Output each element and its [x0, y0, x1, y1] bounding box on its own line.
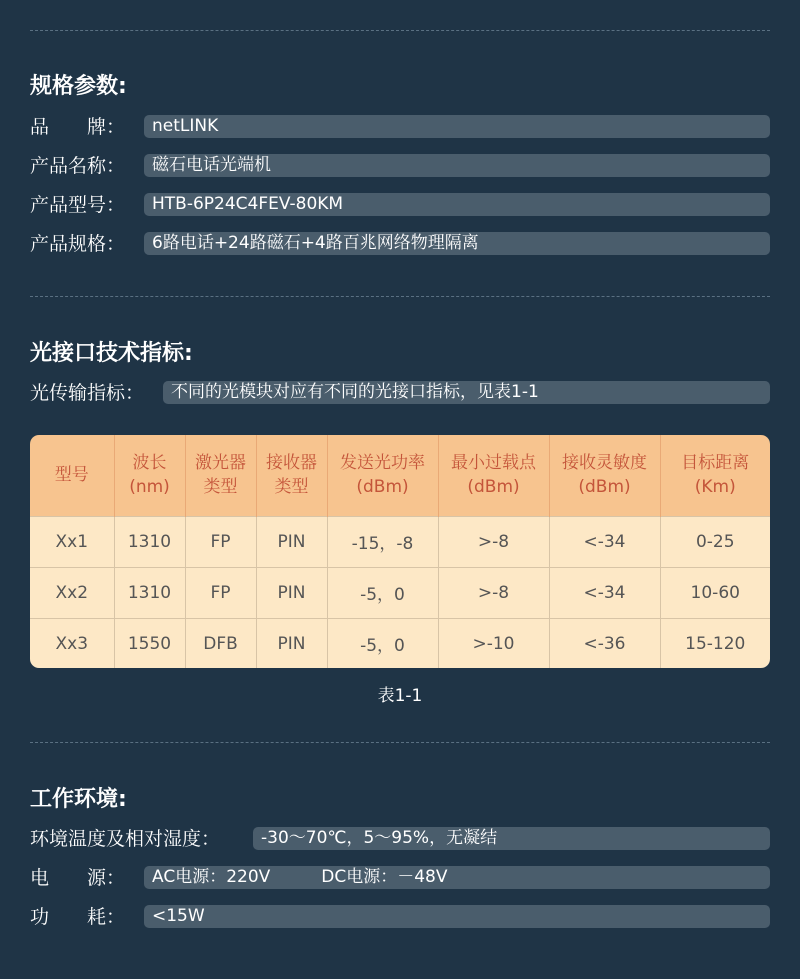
- spec-value: HTB-6P24C4FEV-80KM: [144, 193, 770, 216]
- table-cell: Xx3: [30, 618, 114, 668]
- table-cell: >-8: [438, 516, 549, 567]
- table-header-cell: 发送光功率 (dBm): [327, 435, 438, 516]
- env-row-power: [30, 866, 770, 890]
- env-label: 电 源：: [30, 867, 126, 889]
- table-cell: PIN: [256, 516, 327, 567]
- environment-section-title: 工作环境:: [30, 787, 127, 812]
- optical-row: [30, 381, 770, 405]
- table-cell: -15，-8: [327, 516, 438, 567]
- table-cell: >-8: [438, 567, 549, 618]
- table-header-row: [30, 435, 770, 516]
- table-cell: 1550: [114, 618, 185, 668]
- table-caption: 表1-1: [377, 686, 423, 706]
- spec-value: 磁石电话光端机: [144, 154, 770, 177]
- divider-1: [30, 296, 770, 297]
- spec-row-spec: [30, 232, 770, 256]
- table-header-cell: 接收器 类型: [256, 435, 327, 516]
- env-row-temperature: [30, 827, 770, 851]
- env-label: 功 耗：: [30, 906, 126, 928]
- spec-label: 品 牌：: [30, 116, 126, 138]
- spec-label: 产品名称：: [30, 155, 126, 177]
- spec-value: netLINK: [144, 115, 770, 138]
- table-header-cell: 接收灵敏度 (dBm): [549, 435, 660, 516]
- optical-table: [30, 435, 770, 668]
- table-header-cell: 波长 (nm): [114, 435, 185, 516]
- table-cell: 0-25: [660, 516, 770, 567]
- table-cell: <-36: [549, 618, 660, 668]
- spec-label: 产品规格：: [30, 233, 126, 255]
- optical-value: 不同的光模块对应有不同的光接口指标，见表1-1: [163, 381, 770, 404]
- table-cell: Xx2: [30, 567, 114, 618]
- table-cell: DFB: [185, 618, 256, 668]
- env-value: <15W: [144, 905, 770, 928]
- table-cell: FP: [185, 567, 256, 618]
- spec-value: 6路电话+24路磁石+4路百兆网络物理隔离: [144, 232, 770, 255]
- table-row: [30, 516, 770, 567]
- table-cell: 1310: [114, 516, 185, 567]
- divider-top: [30, 30, 770, 31]
- env-value: -30～70℃，5～95%，无凝结: [253, 827, 770, 850]
- table-header-cell: 型号: [30, 435, 114, 516]
- table-header-cell: 目标距离 (Km): [681, 453, 750, 498]
- table-cell: <-34: [549, 567, 660, 618]
- table-cell: Xx1: [30, 516, 114, 567]
- spec-row-model: [30, 193, 770, 217]
- spec-label: 产品型号：: [30, 194, 126, 216]
- optical-label: 光传输指标：: [30, 382, 145, 404]
- table-cell: 15-120: [660, 618, 770, 668]
- env-value: AC电源：220V DC电源：－48V: [144, 866, 770, 889]
- table-cell: -5，0: [327, 618, 438, 668]
- table-row: [30, 567, 770, 618]
- table-header-cell: 最小过载点 (dBm): [438, 435, 549, 516]
- table-cell: >-10: [438, 618, 549, 668]
- env-row-consumption: [30, 905, 770, 929]
- spec-row-name: [30, 154, 770, 178]
- table-row: [30, 618, 770, 668]
- table-cell: FP: [185, 516, 256, 567]
- table-cell: -5，0: [327, 567, 438, 618]
- spec-section-title: 规格参数:: [30, 74, 127, 99]
- table-cell: 10-60: [660, 567, 770, 618]
- divider-2: [30, 742, 770, 743]
- table-cell: PIN: [256, 567, 327, 618]
- env-label: 环境温度及相对湿度：: [30, 828, 221, 850]
- table-cell: 1310: [114, 567, 185, 618]
- table-header-cell: 激光器 类型: [185, 435, 256, 516]
- table-cell: PIN: [256, 618, 327, 668]
- optical-section-title: 光接口技术指标:: [30, 341, 193, 366]
- table-cell: <-34: [549, 516, 660, 567]
- spec-row-brand: [30, 115, 770, 139]
